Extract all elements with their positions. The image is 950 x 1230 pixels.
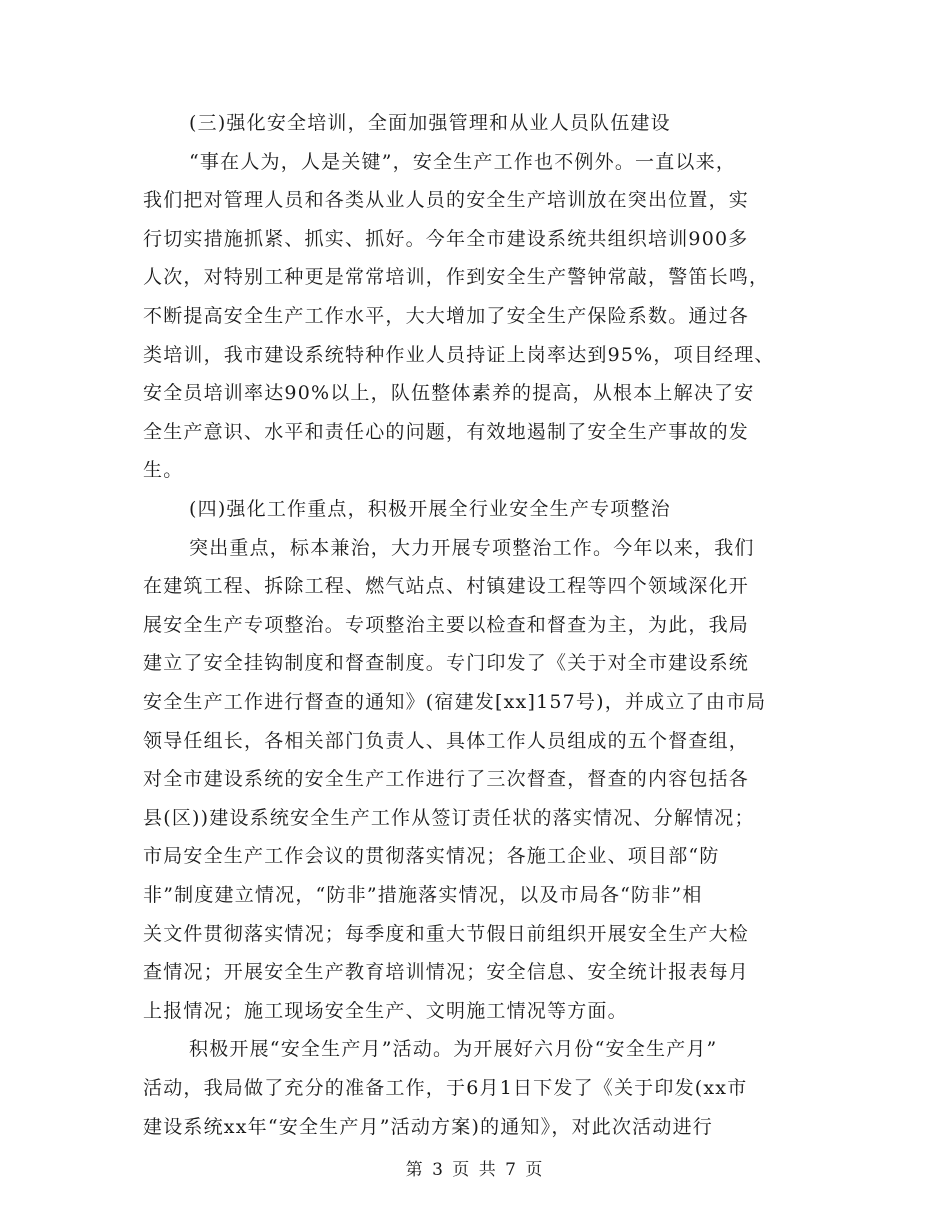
text-line: 县(区))建设系统安全生产工作从签订责任状的落实情况、分解情况； xyxy=(143,806,755,829)
text-line: 不断提高安全生产工作水平，大大增加了安全生产保险系数。通过各 xyxy=(143,305,750,327)
text-line: 查情况；开展安全生产教育培训情况；安全信息、安全统计报表每月 xyxy=(143,961,750,984)
text-line: 全生产意识、水平和责任心的问题，有效地遏制了安全生产事故的发 xyxy=(143,420,750,443)
section-heading: (四)强化工作重点，积极开展全行业安全生产专项整治 xyxy=(189,498,671,520)
text-line: 关文件贯彻落实情况；每季度和重大节假日前组织开展安全生产大检 xyxy=(143,922,750,945)
text-line: 建设系统xx年“安全生产月”活动方案)的通知》，对此次活动进行 xyxy=(143,1115,713,1138)
text-line: 在建筑工程、拆除工程、燃气站点、村镇建设工程等四个领域深化开 xyxy=(143,575,750,598)
text-line: 类培训，我市建设系统特种作业人员持证上岗率达到95%，项目经理、 xyxy=(143,343,775,366)
text-line: 展安全生产专项整治。专项整治主要以检查和督查为主，为此，我局 xyxy=(143,613,750,636)
text-line: 建立了安全挂钩制度和督查制度。专门印发了《关于对全市建设系统 xyxy=(143,652,750,675)
text-line: 活动，我局做了充分的准备工作，于6月1日下发了《关于印发(xx市 xyxy=(143,1077,748,1099)
text-line: 安全生产工作进行督查的通知》(宿建发[xx]157号)，并成立了由市局 xyxy=(143,691,767,713)
text-line: 突出重点，标本兼治，大力开展专项整治工作。今年以来，我们 xyxy=(189,536,755,559)
text-line: 市局安全生产工作会议的贯彻落实情况；各施工企业、项目部“防 xyxy=(143,845,720,868)
text-line: 生。 xyxy=(143,459,184,482)
text-line: 领导任组长，各相关部门负责人、具体工作人员组成的五个督查组， xyxy=(143,729,750,752)
text-line: 行切实措施抓紧、抓实、抓好。今年全市建设系统共组织培训900多 xyxy=(143,227,749,250)
text-line: (三)强化安全培训，全面加强管理和从业人员队伍建设 xyxy=(189,112,671,134)
text-line: 对全市建设系统的安全生产工作进行了三次督查，督查的内容包括各 xyxy=(143,768,750,791)
text-line: 我们把对管理人员和各类从业人员的安全生产培训放在突出位置，实 xyxy=(143,189,750,212)
page-number-footer: 第 3 页 共 7 页 xyxy=(405,1160,545,1180)
text-line: 积极开展“安全生产月”活动。为开展好六月份“安全生产月” xyxy=(189,1038,718,1061)
text-line: 上报情况；施工现场安全生产、文明施工情况等方面。 xyxy=(143,999,628,1022)
text-line: 非”制度建立情况，“防非”措施落实情况，以及市局各“防非”相 xyxy=(143,884,703,906)
text-line: 安全员培训率达90%以上，队伍整体素养的提高，从根本上解决了安 xyxy=(143,382,755,405)
text-line: 人次，对特别工种更是常常培训，作到安全生产警钟常敲，警笛长鸣， xyxy=(143,266,770,289)
text-line: “事在人为，人是关键”，安全生产工作也不例外。一直以来， xyxy=(189,150,737,173)
